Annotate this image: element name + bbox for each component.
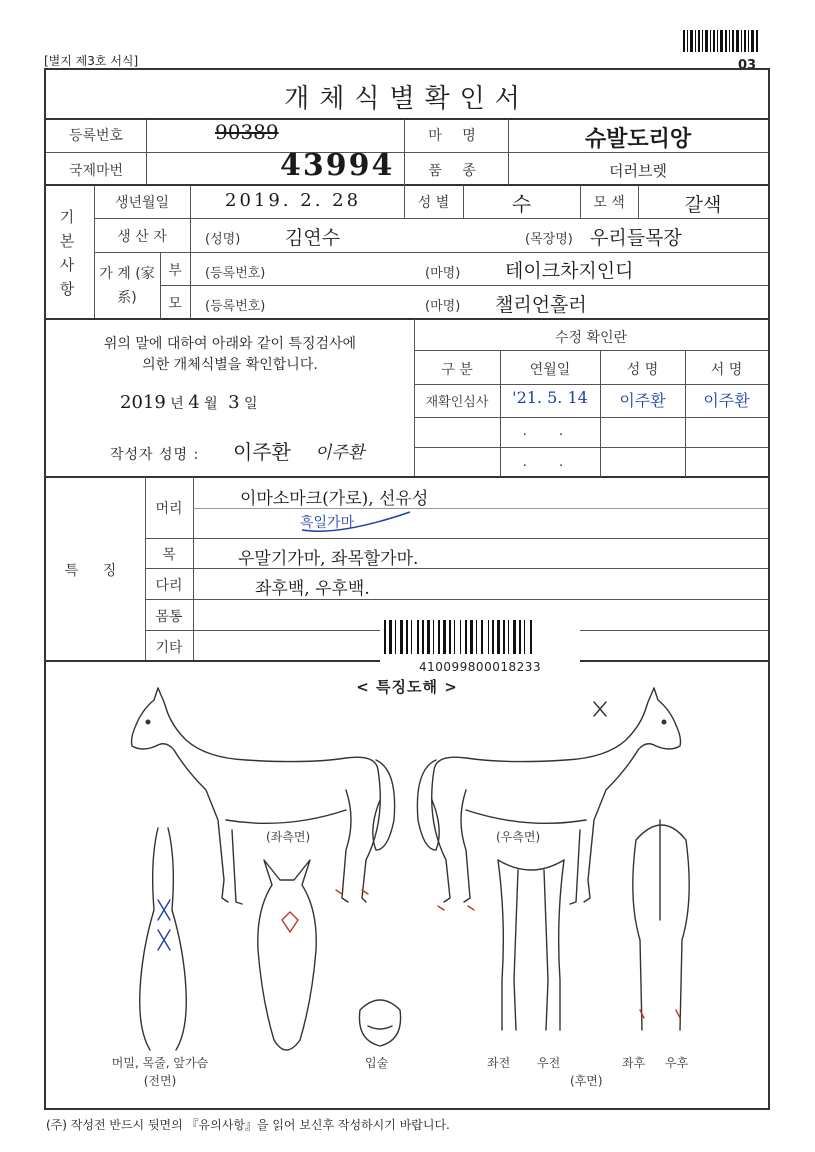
revision-title: 수정 확인란: [554, 330, 628, 346]
correction-stroke: [300, 508, 420, 538]
lips-label: 입술: [365, 1056, 389, 1070]
rev-header-name: 성 명: [626, 362, 659, 378]
front-view-label: (전면): [143, 1074, 177, 1088]
dam-reg-tag: (등록번호): [205, 299, 266, 314]
rear-view-drawing: [633, 820, 689, 1030]
rev-header-type: 구 분: [441, 362, 473, 378]
barcode-sticker: [380, 618, 580, 678]
horse-name-label: 마 명: [428, 128, 484, 144]
footer-note: (주) 작성전 반드시 뒷면의 『유의사항』을 읽어 보신후 작성하시기 바랍니다.: [46, 1118, 450, 1132]
farm-name-tag: (목장명): [525, 232, 573, 247]
front-legs-drawing: [498, 860, 564, 1030]
right-side-label: (우측면): [496, 830, 541, 844]
basic-info-side-label: 기본사항: [59, 208, 75, 298]
intl-number-value: 43994: [280, 148, 395, 183]
page-title: 개체식별확인서: [284, 84, 530, 114]
sire-name-tag: (마명): [425, 266, 461, 281]
lineage-label: 가 계 (家系): [99, 266, 155, 306]
dam-name-value: 챌리언홀러: [495, 294, 587, 316]
feature-neck-value: 우말기가마, 좌목할가마.: [238, 549, 419, 569]
producer-label: 생 산 자: [117, 229, 167, 245]
writer-label: 작성자 성명 :: [110, 447, 200, 463]
rev-row1-sign: 이주환: [703, 391, 750, 410]
barcode-icon: [683, 30, 758, 52]
feature-body-label: 몸통: [155, 609, 183, 625]
statement-line-2: 의한 개체식별을 확인합니다.: [142, 357, 318, 373]
confirm-day: 3: [228, 392, 240, 413]
coat-color-label: 모 색: [593, 195, 625, 211]
feature-legs-label: 다리: [155, 578, 183, 594]
statement-line-1: 위의 말에 대하여 아래와 같이 특징검사에: [103, 336, 357, 352]
feature-head-correction: 흑일가마: [300, 515, 355, 531]
producer-name-tag: (성명): [205, 232, 241, 247]
dam-name-tag: (마명): [425, 299, 461, 314]
sex-label: 성 별: [417, 195, 450, 211]
rev-header-sign: 서 명: [710, 362, 743, 378]
horse-name-value: 슈발도리앙: [584, 126, 692, 152]
rear-view-label: (후면): [570, 1074, 603, 1088]
left-hind-label: 좌후: [622, 1056, 646, 1070]
sire-label: 부: [168, 263, 182, 279]
barcode-number: 410099800018233: [418, 660, 542, 674]
right-front-label: 우전: [537, 1056, 561, 1070]
rev-header-date: 연월일: [529, 362, 571, 378]
coat-color-value: 갈색: [684, 194, 722, 216]
writer-signature: 이주환: [315, 443, 365, 463]
lips-drawing: [359, 1000, 400, 1046]
intl-number-label: 국제마번: [68, 163, 124, 179]
writer-name: 이주환: [233, 440, 291, 464]
birth-date-value: 2019. 2. 28: [225, 190, 362, 211]
rev-row2-date: . .: [522, 424, 578, 439]
front-neck-drawing: [140, 828, 187, 1050]
day-suffix: 일: [244, 396, 258, 412]
left-front-label: 좌전: [487, 1056, 511, 1070]
top-barcode: [683, 30, 758, 52]
month-suffix: 월: [204, 396, 218, 412]
form-number: [별지 제3호 서식]: [44, 54, 139, 68]
page-code: 03: [738, 58, 757, 73]
rev-row1-name: 이주환: [619, 391, 666, 410]
rev-row3-date: . .: [522, 455, 578, 470]
confirm-month: 4: [188, 392, 200, 413]
sire-name-value: 테이크차지인디: [505, 260, 634, 282]
producer-name-value: 김연수: [285, 227, 341, 249]
front-neck-label: 머밀, 목줄, 앞가슴: [111, 1056, 209, 1070]
confirm-year: 2019: [120, 392, 166, 413]
birth-date-label: 생년월일: [114, 195, 170, 211]
rev-row1-type: 재확인심사: [425, 395, 489, 410]
barcode-icon: [380, 618, 580, 658]
year-suffix: 년: [170, 396, 184, 412]
feature-head-label: 머리: [155, 501, 183, 517]
feature-other-label: 기타: [155, 640, 183, 656]
breed-label: 품 종: [428, 163, 484, 179]
feature-legs-value: 좌후백, 우후백.: [255, 579, 370, 599]
breed-value: 더러브렛: [609, 162, 667, 180]
confirm-date: [120, 392, 258, 413]
right-side-horse-drawing: [417, 688, 680, 910]
horse-diagrams: [46, 680, 768, 1108]
right-hind-label: 우후: [665, 1056, 689, 1070]
features-label: 특 징: [64, 563, 127, 579]
farm-name-value: 우리들목장: [590, 227, 682, 249]
head-front-drawing: [258, 860, 316, 1050]
dam-label: 모: [168, 296, 182, 312]
reg-number-label: 등록번호: [68, 128, 124, 144]
rev-row1-date: '21. 5. 14: [512, 388, 588, 407]
sire-reg-tag: (등록번호): [205, 266, 266, 281]
diagram-title: < 특징도해 >: [356, 678, 458, 696]
reg-number-value: 90389: [215, 120, 279, 144]
left-side-label: (좌측면): [266, 830, 311, 844]
feature-neck-label: 목: [162, 547, 176, 563]
sex-value: 수: [511, 192, 532, 216]
left-side-horse-drawing: [132, 688, 395, 904]
feature-head-value: 이마소마크(가로), 선유성: [240, 489, 429, 509]
